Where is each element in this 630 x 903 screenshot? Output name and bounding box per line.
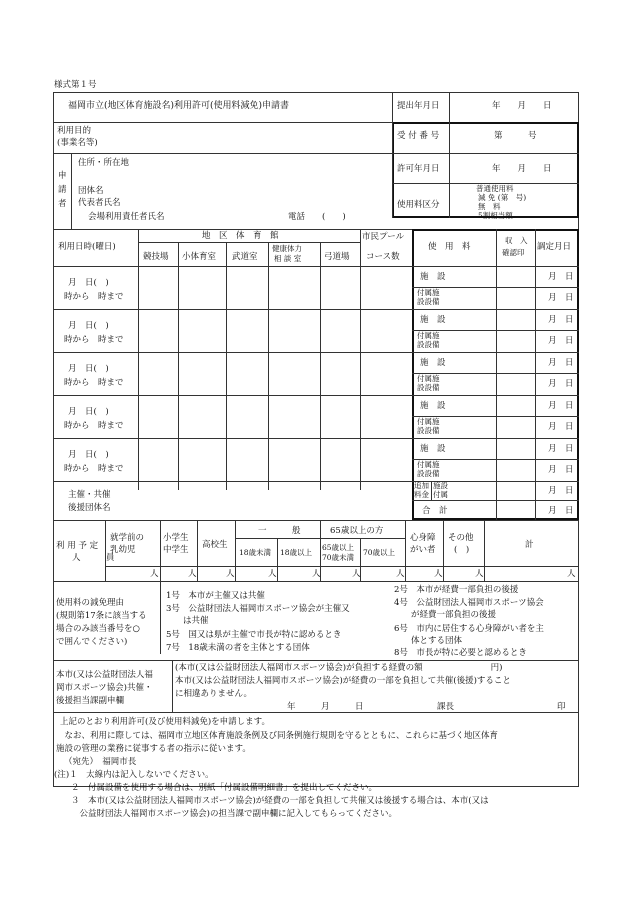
fee-facility-label: 施 設	[420, 272, 446, 282]
extra-b1: 施設	[433, 481, 448, 490]
cosponsor-label-3: 後援担当課副申欄	[56, 696, 125, 706]
receipt-header-1: 収 入	[505, 236, 528, 245]
submit-date-label: 提出年月日	[397, 101, 440, 111]
receipt-header-2: 確認印	[502, 248, 525, 257]
fee-facility-label: 施 設	[420, 444, 446, 454]
cosponsor-date: 年 月 日	[287, 702, 364, 712]
high-school: 高校生	[202, 540, 228, 550]
cosponsor-chief: 課長	[437, 702, 455, 712]
row-date: 月 日( )	[68, 407, 109, 417]
cosponsor-text-1: (本市(又は公益財団法人福岡市スポーツ協会)が負担する経費の額 円)	[175, 663, 503, 673]
fee-equip-label-2: 設設備	[417, 383, 440, 392]
phone-label: 電話 ( )	[288, 212, 346, 222]
fee-facility-md: 月 日	[548, 401, 574, 411]
applicant-side-2: 請	[58, 185, 67, 195]
unit-person: 人	[150, 569, 159, 579]
unit-person: 人	[567, 569, 576, 579]
cosponsor-seal: 印	[557, 702, 566, 712]
fee-facility-label: 施 設	[420, 315, 446, 325]
purpose-sub-label: (事業名等)	[57, 138, 98, 148]
submit-date-value: 年 月 日	[492, 101, 552, 111]
reason-6: 6号 市内に居住する心身障がい者を主	[394, 624, 544, 634]
fee-header: 使 用 料	[428, 242, 471, 252]
reception-label: 受 付 番 号	[397, 131, 440, 141]
preschool-2: 乳幼児	[110, 545, 136, 555]
reduction-label-1: 使用料の減免理由	[56, 598, 125, 608]
sum-header: 計	[525, 540, 534, 550]
elem-1: 小学生	[163, 533, 189, 543]
fee-facility-md: 月 日	[548, 358, 574, 368]
other-2: ( )	[454, 545, 470, 555]
disabled-1: 心身障	[410, 533, 436, 543]
row-time: 時から 時まで	[64, 421, 124, 431]
permit-date-label: 許可年月日	[397, 164, 440, 174]
settle-header: 調定月日	[537, 242, 572, 252]
under-18: 18歳未満	[239, 548, 272, 557]
fee-class-label: 使用料区分	[397, 200, 440, 210]
fee-equip-label-2: 設設備	[417, 426, 440, 435]
col-archery: 弓道場	[324, 252, 350, 262]
manager-label: 会場利用責任者氏名	[88, 212, 165, 222]
fee-equip-label-2: 設設備	[417, 297, 440, 306]
pool-header: 市民プール	[362, 232, 405, 242]
preschool-1: 就学前の	[110, 533, 145, 543]
reason-7: 7号 18歳未満の者を主体とする団体	[166, 643, 310, 653]
unit-person: 人	[188, 569, 197, 579]
usage-date-header: 利用日時(曜日)	[58, 242, 116, 252]
unit-person: 人	[312, 569, 321, 579]
senior-header: 65歳以上の方	[330, 526, 384, 536]
cosponsor-label-2: 岡市スポーツ協会)共催・	[56, 683, 153, 693]
reduction-label-3: 場合のみ該当番号を○	[56, 624, 140, 634]
col-small-gym: 小体育室	[182, 252, 217, 262]
s70: 70歳未満	[322, 553, 355, 562]
applicant-side-1: 申	[58, 171, 67, 181]
note-4: 公益財団法人福岡市スポーツ協会)の担当課で副申欄に記入してもらってください。	[54, 809, 397, 819]
host-label-2: 後援団体名	[68, 503, 111, 513]
note-3: ３ 本市(又は公益財団法人福岡市スポーツ協会)が経費の一部を負担して共催又は後援する場合は、本市(又は	[54, 796, 489, 806]
people-label-1: 利 用 予 定	[56, 541, 99, 551]
fee-facility-label: 施 設	[420, 358, 446, 368]
addressee: （宛先） 福岡市長	[64, 757, 137, 767]
col-health-2: 相 談 室	[274, 254, 302, 263]
fee-class-opt-4: 5割相当額	[478, 211, 513, 220]
fee-class-opt-3: 無 料	[478, 202, 501, 211]
purpose-label: 利用目的	[57, 126, 92, 136]
other-1: その他	[448, 533, 474, 543]
fee-equip-label-1: 付属施	[417, 417, 440, 426]
fee-equip-label-2: 設設備	[417, 340, 440, 349]
fee-equip-md: 月 日	[548, 293, 574, 303]
cosponsor-text-2: 本市(又は公益財団法人福岡市スポーツ協会)が経費の一部を負担して共催(後援)すること	[175, 676, 511, 686]
form-number: 様式第１号	[54, 80, 97, 90]
fee-facility-md: 月 日	[548, 315, 574, 325]
col-health-1: 健康体力	[272, 244, 302, 253]
unit-person: 人	[352, 569, 361, 579]
reason-6b: 体とする団体	[394, 636, 463, 646]
reason-4: 4号 公益財団法人福岡市スポーツ協会	[394, 598, 544, 608]
fee-equip-label-1: 付属施	[417, 331, 440, 340]
declaration-1: 上記のとおり利用許可(及び使用料減免)を申請します。	[60, 717, 270, 727]
general-header: 一 般	[258, 526, 301, 536]
fee-facility-md: 月 日	[548, 444, 574, 454]
fee-class-opt-2: 減 免 (第 号)	[478, 193, 527, 202]
reason-5: 5号 国又は県が主催で市長が特に認めるとき	[166, 630, 342, 640]
unit-person: 人	[434, 569, 443, 579]
fee-equip-label-2: 設設備	[417, 469, 440, 478]
fee-equip-md: 月 日	[548, 465, 574, 475]
elem-2: 中学生	[163, 545, 189, 555]
col-martial: 武道室	[232, 252, 258, 262]
representative-label: 代表者氏名	[78, 198, 121, 208]
permit-date-value: 年 月 日	[492, 164, 552, 174]
fee-equip-label-1: 付属施	[417, 374, 440, 383]
extra-md: 月 日	[548, 486, 574, 496]
s65: 65歳以上	[322, 543, 355, 552]
row-date: 月 日( )	[68, 278, 109, 288]
reason-4b: が経費一部負担の後援	[394, 610, 497, 620]
note-2: ２ 付属設備を使用する場合は、別紙「付属設備明細書」を提出してください。	[54, 783, 378, 793]
gym-header: 地 区 体 育 館	[202, 231, 279, 241]
reduction-label-4: で囲んでください)	[56, 637, 128, 647]
over-18: 18歳以上	[280, 548, 313, 557]
fee-equip-label-1: 付属施	[417, 460, 440, 469]
pool-courses: コース数	[366, 252, 400, 262]
host-label-1: 主催・共催	[68, 490, 111, 500]
row-time: 時から 時まで	[64, 464, 124, 474]
cosponsor-label-1: 本市(又は公益財団法人福	[56, 670, 153, 680]
unit-person: 人	[396, 569, 405, 579]
row-date: 月 日( )	[68, 321, 109, 331]
cosponsor-text-3: に相違ありません。	[175, 689, 253, 699]
applicant-side-3: 者	[58, 199, 67, 209]
reason-3b: は共催	[166, 616, 209, 626]
reception-value: 第 号	[494, 131, 537, 141]
over-70: 70歳以上	[363, 548, 396, 557]
reduction-label-2: (規則第17条に該当する	[56, 611, 147, 621]
extra-a1: 追加	[414, 481, 429, 490]
total-md: 月 日	[548, 506, 574, 516]
disabled-2: がい者	[410, 545, 436, 555]
fee-equip-md: 月 日	[548, 379, 574, 389]
row-time: 時から 時まで	[64, 292, 124, 302]
declaration-3: 施設の管理の業務に従事する者の指示に従います。	[56, 744, 251, 754]
row-date: 月 日( )	[68, 364, 109, 374]
note-1: (注)１ 太線内は記入しないでください。	[54, 770, 214, 780]
extra-b2: 付属	[433, 490, 448, 499]
form-title: 福岡市立(地区体育施設名)利用許可(使用料減免)申請書	[68, 101, 290, 111]
row-time: 時から 時まで	[64, 335, 124, 345]
row-time: 時から 時まで	[64, 378, 124, 388]
col-arena: 競技場	[143, 252, 169, 262]
total-label: 合 計	[422, 506, 448, 516]
fee-facility-md: 月 日	[548, 272, 574, 282]
group-name-label: 団体名	[78, 186, 104, 196]
extra-a2: 料金	[414, 490, 429, 499]
address-label: 住所・所在地	[78, 158, 130, 168]
fee-facility-label: 施 設	[420, 401, 446, 411]
row-date: 月 日( )	[68, 450, 109, 460]
reason-1: 1号 本市が主催又は共催	[166, 591, 265, 601]
declaration-2: なお、利用に際しては、福岡市立地区体育施設条例及び同条例施行規則を守るとともに、これらに基づく地区体育	[56, 731, 499, 741]
people-label-2: 人 員	[72, 553, 115, 563]
fee-equip-md: 月 日	[548, 336, 574, 346]
fee-equip-md: 月 日	[548, 422, 574, 432]
reason-2: 2号 本市が経費一部負担の後援	[394, 585, 519, 595]
fee-equip-label-1: 付属施	[417, 288, 440, 297]
reason-8: 8号 市長が特に必要と認めるとき	[394, 648, 527, 658]
unit-person: 人	[268, 569, 277, 579]
fee-class-opt-1: 普通使用料	[476, 184, 514, 193]
unit-person: 人	[475, 569, 484, 579]
reason-3: 3号 公益財団法人福岡市スポーツ協会が主催又	[166, 604, 350, 614]
unit-person: 人	[226, 569, 235, 579]
